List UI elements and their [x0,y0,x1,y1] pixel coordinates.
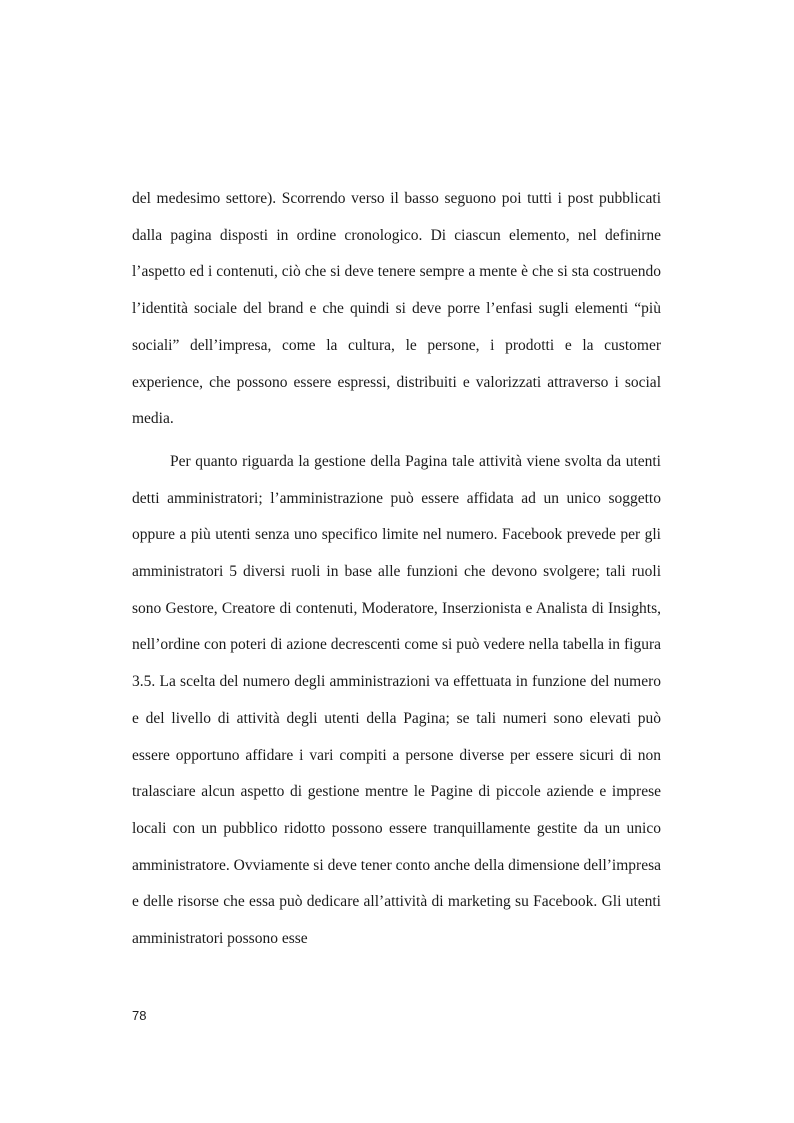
body-text [132,181,661,958]
paragraph-continued: del medesimo settore). Scorrendo verso il basso seguono poi tutti i post pubblicati dalla pagina disposti in ordine cronologico. Di ciascun elemento, nel definirne l’aspetto ed i contenuti, ciò che si deve tenere sempre a mente è che si sta costruendo l’identità sociale del brand e che quindi si deve porre l’enfasi sugli elementi “più sociali” dell’impresa, come la cultura, le persone, i prodotti e la customer experience, che possono essere espressi, distribuiti e valorizzati attraverso i social media. [132,190,661,428]
page-number: 78 [132,1008,147,1023]
paragraph-administration: Per quanto riguarda la gestione della Pagina tale attività viene svolta da utenti detti amministratori; l’amministrazione può essere affidata ad un unico soggetto oppure a più utenti senza uno specifico limite nel numero. Facebook prevede per gli amministratori 5 diversi ruoli in base alle funzioni che devono svolgere; tali ruoli sono Gestore, Creatore di contenuti, Moderatore, Inserzionista e Analista di Insights, nell’ordine con poteri di azione decrescenti come si può vedere nella tabella in figura 3.5. La scelta del numero degli amministrazioni va effettuata in funzione del numero e del livello di attività degli utenti della Pagina; se tali numeri sono elevati può essere opportuno affidare i vari compiti a persone diverse per essere sicuri di non tralasciare alcun aspetto di gestione mentre le Pagine di piccole aziende e imprese locali con un pubblico ridotto possono essere tranquillamente gestite da un unico amministratore. Ovviamente si deve tener conto anche della dimensione dell’impresa e delle risorse che essa può dedicare all’attività di marketing su Facebook. Gli utenti amministratori possono esse [132,452,661,948]
